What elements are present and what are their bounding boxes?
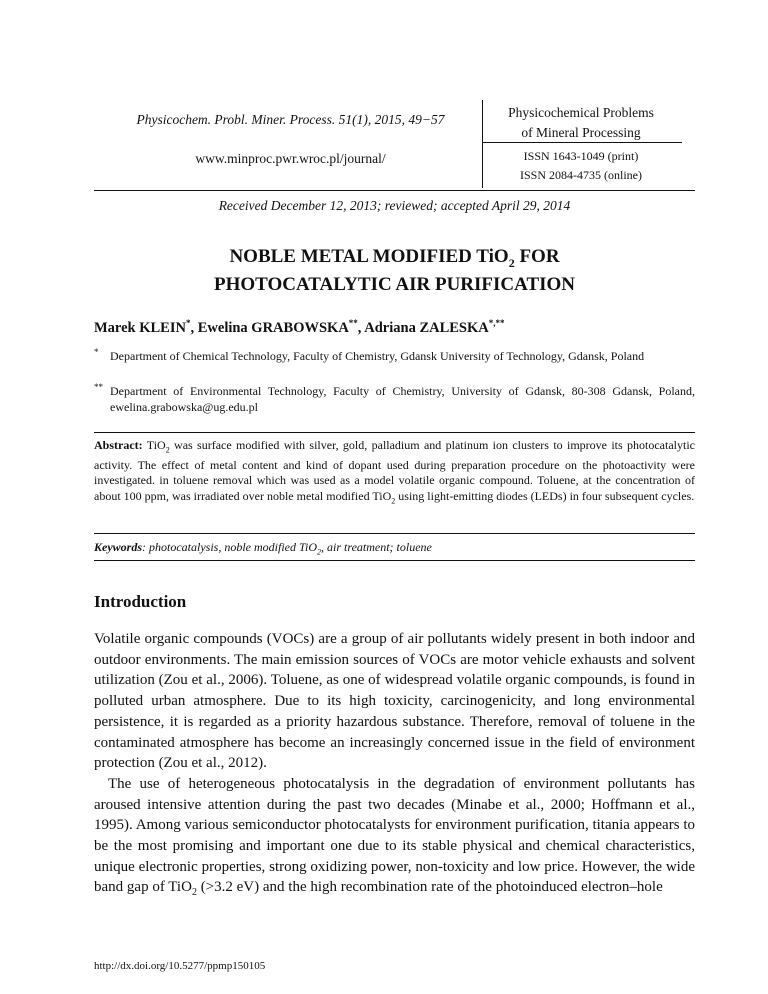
abstract xyxy=(94,438,695,509)
author-separator: , xyxy=(357,319,365,336)
journal-name-line2: of Mineral Processing xyxy=(521,125,641,140)
author-list xyxy=(94,318,505,337)
journal-citation: Physicochem. Probl. Miner. Process. 51(1), 2015, 49−57 xyxy=(136,112,445,127)
keywords xyxy=(94,540,695,556)
abstract-text: TiO xyxy=(142,438,166,452)
paragraph-sub: 2 xyxy=(191,887,197,899)
received-dates: Received December 12, 2013; reviewed; accepted April 29, 2014 xyxy=(218,198,571,213)
title-line1-sub: 2 xyxy=(508,255,515,270)
abstract-text: using light-emitting diodes (LEDs) in four subsequent cycles. xyxy=(395,488,695,503)
affiliation xyxy=(94,348,695,384)
author-name: Adriana ZALESKA xyxy=(364,319,489,336)
journal-name-line1: Physicochemical Problems xyxy=(508,105,654,120)
paragraph-text: The use of heterogeneous photocatalysis in the degradation of environment pollutants has aroused intensive attention during the past two decades (Minabe et al., 2000; Hoffmann et al., 1995). Among various semiconductor photocatalysts for environment purification, titania appears to be the most promising and important one due to its stable physical and chemical characteristics, unique electronic properties, strong oxidizing power, non-toxicity and low price. However, the wide band gap of TiO xyxy=(94,775,695,896)
title-line1-b: FOR xyxy=(514,246,560,267)
paper-title xyxy=(94,246,695,296)
introduction-body xyxy=(94,629,695,904)
journal-website-link[interactable]: www.minproc.pwr.wroc.pl/journal/ xyxy=(195,151,386,166)
abstract-text: was surface modified with silver, gold, palladium and platinum ion clusters to improve its photocatalytic activity. The effect of metal content and kind of dopant used during preparation procedure on the photoactivity were investigated. in toluene removal which was used as a model volatile organic compound. Toluene, at the concentration of about 100 ppm, was irradiated over noble metal modified TiO xyxy=(94,438,695,503)
issn-online: ISSN 2084-4735 (online) xyxy=(520,168,642,182)
abstract-bottom-rule xyxy=(94,560,695,561)
keywords-sub: 2 xyxy=(317,547,321,557)
title-line2: PHOTOCATALYTIC AIR PURIFICATION xyxy=(213,273,576,295)
author-name: Marek KLEIN xyxy=(94,319,186,336)
paragraph: Volatile organic compounds (VOCs) are a group of air pollutants widely present in both indoor and outdoor environments. The main emission sources of VOCs are motor vehicle exhausts and solvent utilization (Zou et al., 2006). Toluene, as one of widespread volatile organic compounds, is found in polluted urban atmosphere. Due to its high toxicity, carcinogenicity, and long environmental persistence, it is regarded as a priority hazardous substance. Therefore, removal of toluene in the contaminated atmosphere has become an increasingly concerned issue in the field of environment protection (Zou et al., 2012). xyxy=(94,631,695,772)
abstract-top-rule xyxy=(94,432,695,433)
keywords-label: Keywords xyxy=(94,540,142,554)
doi-link[interactable]: http://dx.doi.org/10.5277/ppmp150105 xyxy=(94,960,266,972)
affiliation-mark: * xyxy=(94,347,99,357)
affiliation-mark: ** xyxy=(94,382,103,392)
keywords-text: , air treatment; toluene xyxy=(321,540,432,554)
abstract-sub: 2 xyxy=(391,496,396,506)
section-heading: Introduction xyxy=(94,592,187,611)
paragraph-text: (>3.2 eV) and the high recombination rate of the photoinduced electron–hole xyxy=(196,879,663,896)
abstract-middle-rule xyxy=(94,533,695,534)
header-bottom-rule xyxy=(94,190,695,191)
title-line1-a: NOBLE METAL MODIFIED TiO xyxy=(229,246,509,267)
author-mark: * xyxy=(185,318,191,328)
journal-name xyxy=(486,103,676,143)
author-mark: ** xyxy=(348,318,358,328)
issn-block xyxy=(486,147,676,185)
paragraph xyxy=(94,774,695,904)
affiliation xyxy=(94,383,695,419)
affiliation-text: Department of Chemical Technology, Faculty of Chemistry, Gdansk University of Technology, Gdansk, Poland xyxy=(110,349,645,363)
issn-print: ISSN 1643-1049 (print) xyxy=(523,149,639,163)
affiliation-text: Department of Environmental Technology, Faculty of Chemistry, University of Gdansk, 80-308 Gdansk, Poland, ewelina.grabowska@ug.edu.pl xyxy=(110,384,695,414)
author-mark: *,** xyxy=(488,318,505,328)
author-separator: , xyxy=(190,319,198,336)
abstract-sub: 2 xyxy=(165,445,170,455)
header-vertical-divider xyxy=(482,100,483,188)
keywords-text: : photocatalysis, noble modified TiO xyxy=(142,540,317,554)
author-name: Ewelina GRABOWSKA xyxy=(197,319,349,336)
abstract-label: Abstract: xyxy=(94,438,143,452)
header-horizontal-divider xyxy=(482,142,682,143)
